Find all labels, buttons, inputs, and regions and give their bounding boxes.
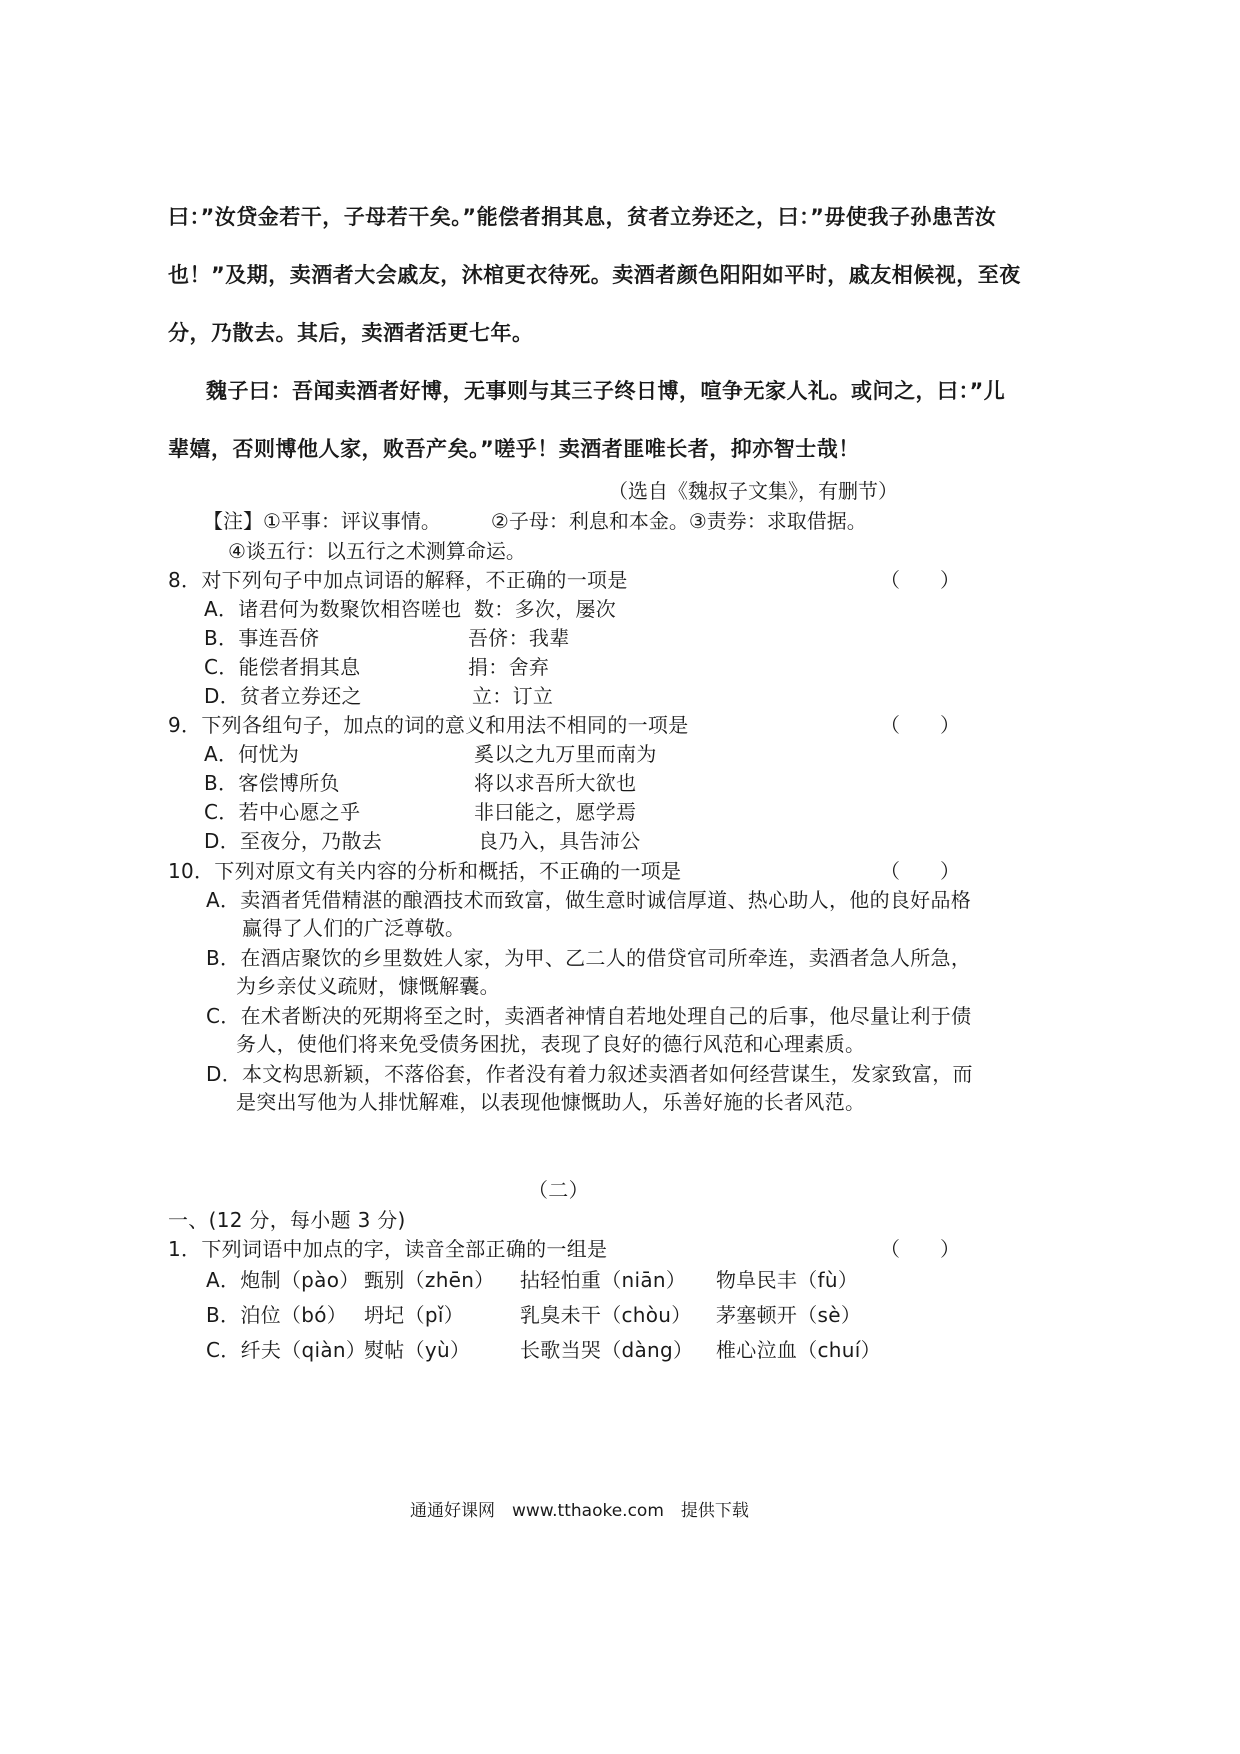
notes-line-2: ④谈五行：以五行之术测算命运。 — [228, 539, 526, 563]
question-8-option-c: C．能偿者捐其息 — [204, 655, 361, 679]
passage-line-5: 辈嬉，否则博他人家，败吾产矣。”嗟乎！卖酒者匪唯长者，抑亦智士哉！ — [168, 437, 860, 461]
pinyin-row-a-col-4: 物阜民丰（fù） — [716, 1268, 859, 1292]
question-9-option-b-sentence: 将以求吾所大欲也 — [474, 771, 637, 795]
passage-line-4: 魏子曰：吾闻卖酒者好博，无事则与其三子终日博，喧争无家人礼。或问之，曰：”儿 — [206, 379, 1006, 403]
pinyin-row-c-col-4: 椎心泣血（chuí） — [716, 1338, 881, 1362]
question-8-option-a-gloss: 数：多次，屡次 — [474, 597, 617, 621]
page-footer: 通通好课网 www.tthaoke.com 提供下载 — [410, 1501, 749, 1521]
pinyin-row-a-col-3: 拈轻怕重（niān） — [520, 1268, 687, 1292]
question-10-answer-blank: （ ） — [880, 859, 960, 883]
question-9-option-d: D．至夜分，乃散去 — [204, 829, 383, 853]
citation: （选自《魏叔子文集》，有删节） — [608, 479, 898, 503]
pinyin-row-b-col-4: 茅塞顿开（sè） — [716, 1303, 862, 1327]
question-9-option-a-sentence: 奚以之九万里而南为 — [474, 742, 657, 766]
question-10-option-b: B．在酒店聚饮的乡里数姓人家，为甲、乙二人的借贷官司所牵连，卖酒者急人所急， — [206, 946, 972, 970]
passage-line-1: 曰：”汝贷金若干，子母若干矣。”能偿者捐其息，贫者立券还之，曰：”毋使我子孙患苦汝 — [168, 205, 997, 229]
pinyin-row-b-col-2: 坍圮（pǐ） — [364, 1303, 465, 1327]
passage-line-3: 分，乃散去。其后，卖酒者活更七年。 — [168, 321, 534, 345]
question-10-option-d: D．本文构思新颖，不落俗套，作者没有着力叙述卖酒者如何经营谋生，发家致富，而 — [206, 1062, 973, 1086]
question-9-answer-blank: （ ） — [880, 713, 960, 737]
question-8-option-d-gloss: 立：订立 — [472, 684, 554, 708]
question-9-option-b: B．客偿博所负 — [204, 771, 340, 795]
pinyin-row-c-col-1: C．纤夫（qiàn） — [206, 1338, 367, 1362]
question-8-option-a: A．诸君何为数聚饮相咨嗟也 — [204, 597, 462, 621]
question-10-stem: 10．下列对原文有关内容的分析和概括，不正确的一项是 — [168, 859, 682, 883]
question-8-answer-blank: （ ） — [880, 568, 960, 592]
section-2-part-heading: 一、(12 分，每小题 3 分) — [168, 1208, 406, 1232]
passage-line-2: 也！”及期，卖酒者大会戚友，沐棺更衣待死。卖酒者颜色阳阳如平时，戚友相候视，至夜 — [168, 263, 1021, 287]
question-8-option-b: B．事连吾侪 — [204, 626, 320, 650]
question-8-stem: 8．对下列句子中加点词语的解释，不正确的一项是 — [168, 568, 628, 592]
pinyin-row-c-col-3: 长歌当哭（dàng） — [520, 1338, 694, 1362]
question-8-option-b-gloss: 吾侪：我辈 — [468, 626, 570, 650]
notes-line-1: 【注】①平事：评议事情。 ②子母：利息和本金。③责券：求取借据。 — [203, 509, 867, 533]
section-2-title: （二） — [528, 1178, 589, 1202]
question-10-option-b-cont: 为乡亲仗义疏财，慷慨解囊。 — [236, 974, 500, 998]
question-10-option-a: A．卖酒者凭借精湛的酿酒技术而致富，做生意时诚信厚道、热心助人，他的良好品格 — [206, 888, 972, 912]
question-9-option-a: A．何忧为 — [204, 742, 300, 766]
pinyin-row-b-col-3: 乳臭未干（chòu） — [520, 1303, 692, 1327]
pinyin-row-a-col-1: A．炮制（pào） — [206, 1268, 360, 1292]
question-8-option-c-gloss: 捐：舍弃 — [468, 655, 550, 679]
question-10-option-a-cont: 赢得了人们的广泛尊敬。 — [242, 916, 466, 940]
question-10-option-c-cont: 务人，使他们将来免受债务困扰，表现了良好的德行风范和心理素质。 — [236, 1032, 866, 1056]
question-9-option-c: C．若中心愿之乎 — [204, 800, 361, 824]
question-9-option-c-sentence: 非曰能之，愿学焉 — [474, 800, 637, 824]
question-8-option-d: D．贫者立券还之 — [204, 684, 362, 708]
question-10-option-c: C．在术者断决的死期将至之时，卖酒者神情自若地处理自己的后事，他尽量让利于债 — [206, 1004, 972, 1028]
pinyin-row-b-col-1: B．泊位（bó） — [206, 1303, 348, 1327]
section-2-question-1-stem: 1．下列词语中加点的字，读音全部正确的一组是 — [168, 1237, 608, 1261]
pinyin-row-c-col-2: 熨帖（yù） — [364, 1338, 471, 1362]
pinyin-row-a-col-2: 甄别（zhēn） — [364, 1268, 495, 1292]
question-9-option-d-sentence: 良乃入，具告沛公 — [478, 829, 641, 853]
question-10-option-d-cont: 是突出写他为人排忧解难，以表现他慷慨助人，乐善好施的长者风范。 — [236, 1090, 866, 1114]
section-2-question-1-answer-blank: （ ） — [880, 1237, 960, 1261]
question-9-stem: 9．下列各组句子，加点的词的意义和用法不相同的一项是 — [168, 713, 689, 737]
